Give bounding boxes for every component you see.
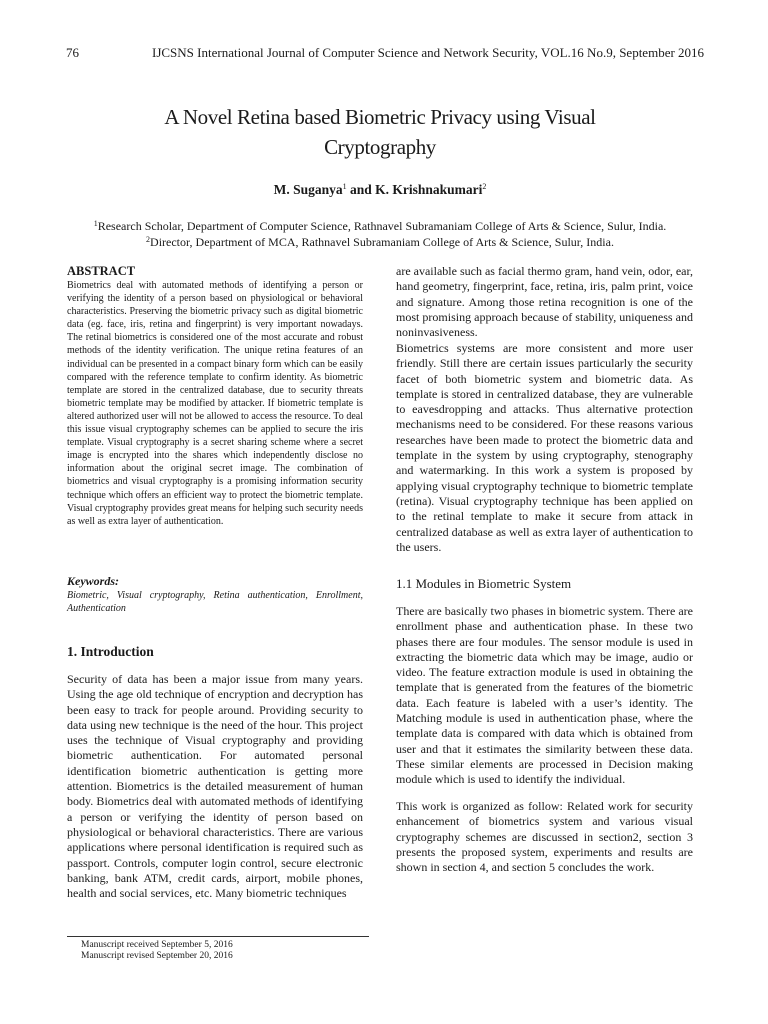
keywords-body: Biometric, Visual cryptography, Retina authentication, Enrollment, Authentication <box>67 590 363 614</box>
affiliation-2-text: Director, Department of MCA, Rathnavel Subramaniam College of Arts & Science, Sulur, India. <box>150 235 614 249</box>
paper-title <box>60 102 700 162</box>
footnote-revised: Manuscript revised September 20, 2016 <box>81 951 233 961</box>
introduction-heading: 1. Introduction <box>67 644 154 659</box>
abstract-body: Biometrics deal with automated methods of identifying a person or verifying the identity of a person based on physiological or behavioral characteristics. Preserving the biometric privacy such as digital biometric data (eg. face, iris, retina and fingerprint) is very important nowadays. The retinal biometrics is considered one of the most accurate and robust methods of the identity verification. The unique retina features of an individual can be presented in a compact binary form which can be easily compared with the reference template to confirm identity. As biometric template are stored in the centralized database, due to security threats biometric template may be modified by attacker. If biometric template is altered authorized user will not be allowed to access the resource. To deal this issue visual cryptography schemes can be applied to secure the iris template. Visual cryptography is a secret sharing scheme where a secret image is encrypted into the shares which independently disclose no information about the original secret image. The combination of biometrics and visual cryptography is a promising information security technique which offers an efficient way to protect the biometric template. Visual cryptography provides great means for helping such security needs as well as extra layer of authentication. <box>67 280 363 527</box>
paper-title-line-1: A Novel Retina based Biometric Privacy using Visual <box>164 105 596 129</box>
right-paragraph-3: There are basically two phases in biometric system. There are enrollment phase and authentication phase. In these two phases there are four modules. The sensor module is used in extracting the biometric data which may be image, audio or video. The feature extraction module is used in obtaining the template that is generated from the features of the biometric data. Each feature is labeled with a user’s identity. The Matching module is used in authentication phase, where the template data is compared with data which is obtained from user and that it estimates the similarity between these data. These similar elements are processed in Decision making module which is used to identify the individual. <box>396 604 693 787</box>
author-2-mark: 2 <box>482 182 487 191</box>
running-header: IJCSNS International Journal of Computer Science and Network Security, VOL.16 No.9, September 2016 <box>152 45 705 60</box>
right-paragraph-1: are available such as facial thermo gram, hand vein, odor, ear, hand geometry, fingerprint, face, retina, iris, palm print, voice and signature. Among those retina recognition is one of the most promising approach because of stability, uniqueness and noninvasiveness. <box>396 264 693 340</box>
right-paragraph-4: This work is organized as follow: Related work for security enhancement of biometrics system and various visual cryptography schemes are discussed in section2, section 3 presents the proposed system, experiments and results are shown in section 4, and section 5 concludes the work. <box>396 799 693 875</box>
affiliation-2-mark: 2 <box>146 235 151 244</box>
affiliation-1 <box>40 219 720 234</box>
affiliation-2 <box>40 235 720 250</box>
footnote-received: Manuscript received September 5, 2016 <box>81 940 233 950</box>
author-1-mark: 1 <box>342 182 347 191</box>
keywords-heading: Keywords: <box>67 574 119 588</box>
author-joiner: and <box>346 182 376 197</box>
author-1-name: M. Suganya <box>273 182 343 197</box>
author-line <box>60 182 700 198</box>
right-paragraph-2: Biometrics systems are more consistent and more user friendly. Still there are certain issues particularly the security facet of both biometric system and biometric data. As template is stored in centralized database, they are vulnerable to eavesdropping and attacks. Thus alternative protection mechanisms need to be considered. For these reasons various researches have been made to protect the biometric data and template in the system by using cryptography, stenography and watermarking. In this work a system is proposed by applying visual cryptography technique to biometric template (retina). Visual cryptography technique has been applied on to the retinal template to make it secure from attack in centralized database as well as extra layer of authentication to the users. <box>396 341 693 554</box>
affiliation-1-mark: 1 <box>93 219 98 228</box>
affiliation-1-text: Research Scholar, Department of Computer Science, Rathnavel Subramaniam College of Arts & Science, Sulur, India. <box>97 219 667 233</box>
introduction-body: Security of data has been a major issue from many years. Using the age old technique of encryption and decryption has been easy to track for people around. Providing security to data using new technique is the need of the hour. This project uses the technique of Visual cryptography and providing biometric authentication. For automated personal identification biometric authentication is getting more attention. Biometrics is the detailed measurement of human body. Biometrics deal with automated methods of identifying a person or verifying the identity of person based on physiological or behavioral characteristics. There are various applications where personal identification is required such as passport. Controls, computer login control, secure electronic banking, bank ATM, credit cards, airport, mobile phones, health and social services, etc. Many biometric techniques <box>67 672 363 901</box>
page-number: 76 <box>66 45 79 60</box>
section-heading-modules: 1.1 Modules in Biometric System <box>396 576 572 591</box>
author-2-name: K. Krishnakumari <box>375 182 483 197</box>
paper-title-line-2: Cryptography <box>324 135 436 159</box>
footnote-divider <box>67 936 369 937</box>
abstract-heading: ABSTRACT <box>67 264 136 278</box>
